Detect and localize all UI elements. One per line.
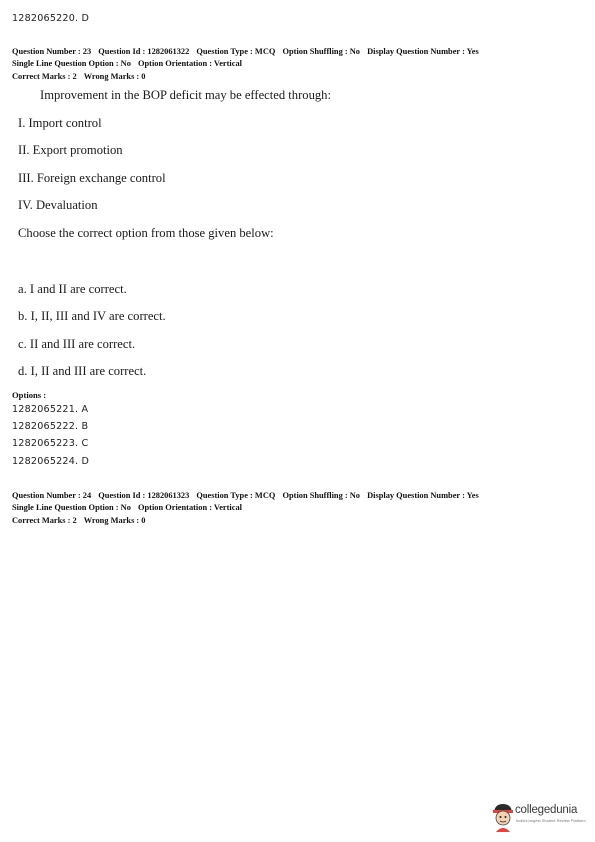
q24-meta-line2	[12, 502, 582, 514]
top-answer: 1282065220. D	[12, 13, 90, 24]
q24-meta	[12, 490, 582, 527]
q23-choice-d: d. I, II and III are correct.	[18, 364, 147, 378]
q24-shuffling: Option Shuffling : No	[282, 491, 360, 500]
q23-option-id-a: 1282065221. A	[12, 404, 89, 415]
q23-single-line: Single Line Question Option : No	[12, 58, 131, 68]
q23-meta-line3	[12, 71, 582, 83]
logo-tagline: India's largest Student Review Platform	[516, 818, 586, 823]
q23-option-id-d: 1282065224. D	[12, 456, 90, 467]
q23-options-label: Options :	[12, 390, 47, 400]
q23-option-id-c: 1282065223. C	[12, 438, 89, 449]
q23-type: Question Type : MCQ	[196, 47, 276, 56]
q24-single-line: Single Line Question Option : No	[12, 502, 131, 512]
mascot-icon	[491, 802, 515, 834]
q23-statement-1: I. Import control	[18, 116, 102, 130]
q23-display-number: Display Question Number : Yes	[367, 47, 479, 56]
q23-choice-c: c. II and III are correct.	[18, 337, 136, 351]
q24-id: Question Id : 1282061323	[98, 491, 190, 500]
q23-choice-a: a. I and II are correct.	[18, 282, 127, 296]
q23-statement-3: III. Foreign exchange control	[18, 171, 166, 185]
q23-wrong-marks: Wrong Marks : 0	[83, 72, 146, 81]
q24-orientation: Option Orientation : Vertical	[138, 502, 242, 512]
logo-name: collegedunia	[515, 804, 578, 816]
q23-orientation: Option Orientation : Vertical	[138, 58, 242, 68]
q23-meta-line2	[12, 58, 582, 70]
q23-statement-2: II. Export promotion	[18, 143, 123, 157]
q23-stem: Improvement in the BOP deficit may be effected through:	[40, 88, 331, 102]
q23-instruction: Choose the correct option from those given below:	[18, 226, 274, 240]
collegedunia-logo	[491, 801, 589, 835]
q23-option-id-b: 1282065222. B	[12, 421, 89, 432]
q23-correct-marks: Correct Marks : 2	[12, 72, 77, 81]
q23-meta-line1	[12, 46, 582, 58]
q24-wrong-marks: Wrong Marks : 0	[83, 516, 146, 525]
q24-number: Question Number : 24	[12, 491, 92, 500]
q23-shuffling: Option Shuffling : No	[282, 47, 360, 56]
q24-meta-line3	[12, 515, 582, 527]
q24-meta-line1	[12, 490, 582, 502]
q23-id: Question Id : 1282061322	[98, 47, 190, 56]
q23-statement-4: IV. Devaluation	[18, 198, 98, 212]
q23-meta	[12, 46, 582, 83]
q23-number: Question Number : 23	[12, 47, 92, 56]
q23-choice-b: b. I, II, III and IV are correct.	[18, 309, 166, 323]
q24-correct-marks: Correct Marks : 2	[12, 516, 77, 525]
q24-type: Question Type : MCQ	[196, 491, 276, 500]
q24-display-number: Display Question Number : Yes	[367, 491, 479, 500]
